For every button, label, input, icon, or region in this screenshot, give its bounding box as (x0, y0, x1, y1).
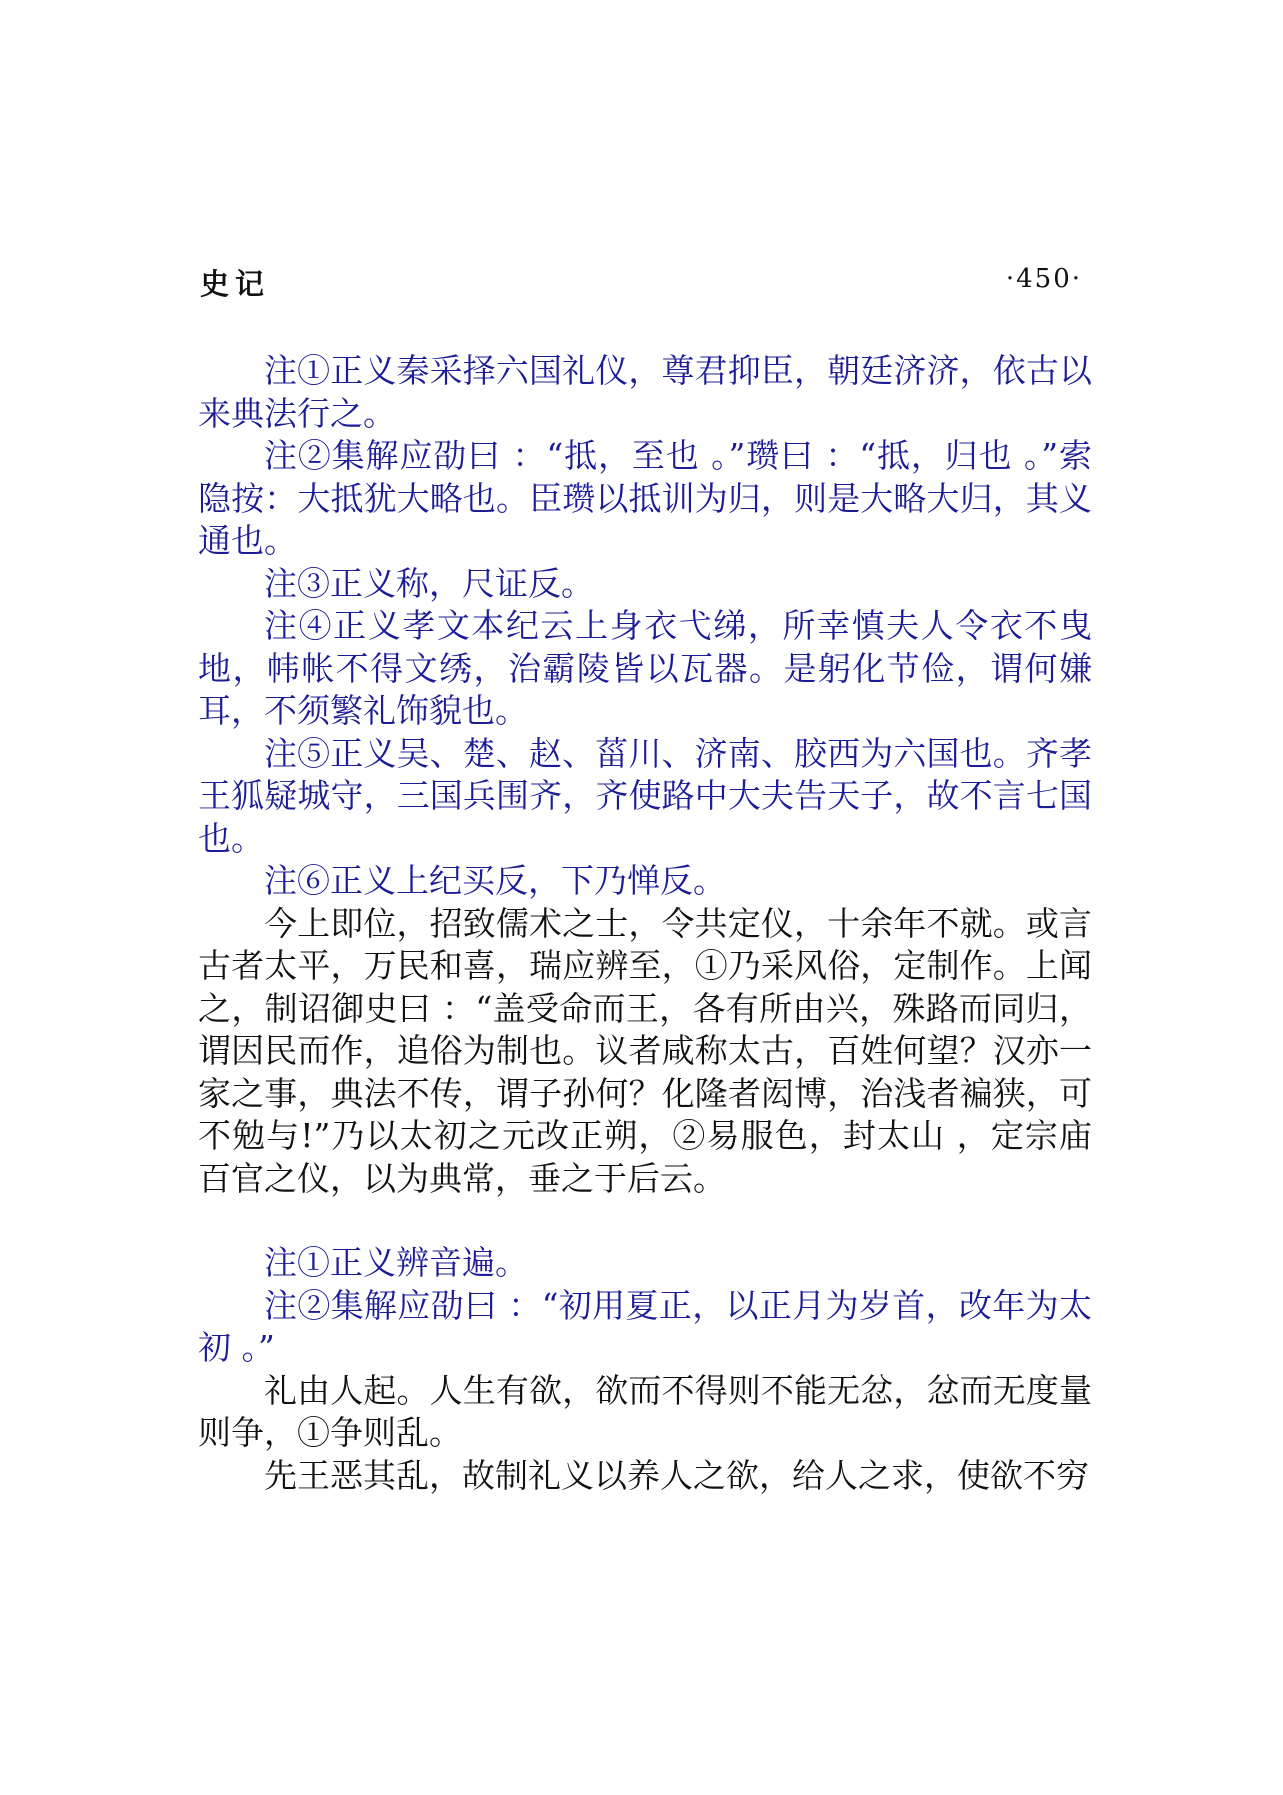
annotation-paragraph: 注②集解应劭曰 ：“抵，至也 。”瓒曰 ：“抵，归也 。”索隐按：大抵犹大略也。臣瓒以抵训为归，则是大略大归，其义通也。 (198, 436, 1092, 560)
main-text-paragraph: 礼由人起。人生有欲，欲而不得则不能无忿，忿而无度量则争，①争则乱。 (198, 1370, 1092, 1452)
main-text-paragraph: 今上即位，招致儒术之士，令共定仪，十余年不就。或言古者太平，万民和喜，瑞应辨至，①乃采风俗，定制作。上闻之，制诏御史曰 ：“盖受命而王，各有所由兴，殊路而同归，谓因民而作，追俗为制也。议者咸称太古，百姓何望？汉亦一家之事，典法不传，谓子孙何？化隆者闳博，治浅者褊狭，可不勉与!”乃以太初之元改正朔，②易服色，封太山 ，定宗庙百官之仪，以为典常，垂之于后云。 (198, 903, 1092, 1198)
page-number: ·450· (1005, 264, 1082, 294)
annotation-paragraph: 注④正义孝文本纪云上身衣弋绨，所幸慎夫人令衣不曳地，帏帐不得文绣，治霸陵皆以瓦器。是躬化节俭，谓何嫌耳，不须繁礼饰貌也。 (198, 606, 1092, 730)
body-text (198, 350, 1092, 1497)
main-text-paragraph: 先王恶其乱，故制礼义以养人之欲，给人之求，使欲不穷 (264, 1455, 1089, 1495)
annotation-paragraph: 注③正义称，尺证反。 (264, 563, 594, 603)
page-header (200, 262, 1082, 302)
paragraph-spacer (198, 1200, 1092, 1242)
annotation-paragraph: 注⑥正义上纪买反，下乃惮反。 (264, 861, 726, 900)
book-title: 史记 (200, 267, 271, 301)
annotation-paragraph: 注①正义秦采择六国礼仪，尊君抑臣，朝廷济济，依古以来典法行之。 (198, 351, 1092, 433)
annotation-paragraph: 注⑤正义吴、楚、赵、菑川、济南、胶西为六国也。齐孝王狐疑城守，三国兵围齐，齐使路中大夫告天子，故不言七国也。 (198, 733, 1092, 858)
annotation-paragraph: 注①正义辨音遍。 (264, 1243, 528, 1282)
annotation-paragraph: 注②集解应劭曰 ：“初用夏正，以正月为岁首，改年为太初 。” (198, 1285, 1092, 1367)
